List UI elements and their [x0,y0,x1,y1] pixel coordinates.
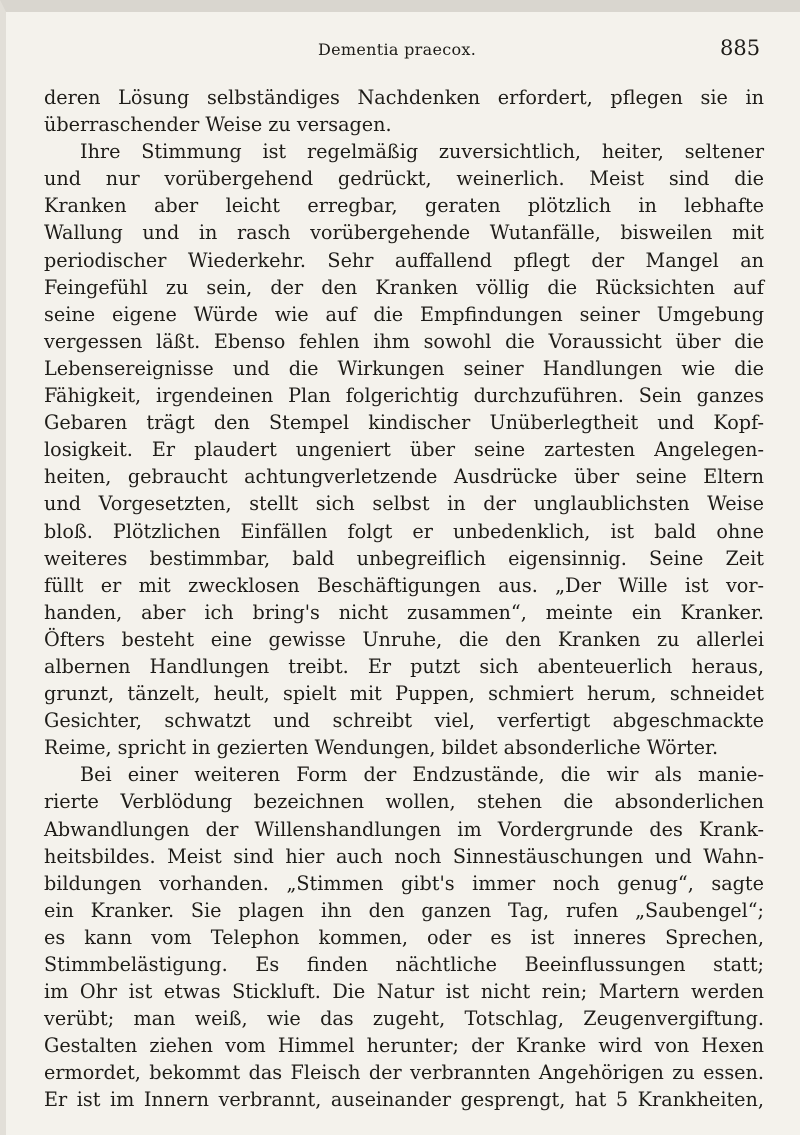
text-line: periodischer Wiederkehr. Sehr auffallend pflegt der Mangel an [44,248,764,272]
text-line: ein Kranker. Sie plagen ihn den ganzen Tag, rufen „Saubengel“; [44,898,764,922]
text-line: und Vorgesetzten, stellt sich selbst in der unglaublichsten Weise [44,492,764,516]
text-line: ermordet, bekommt das Fleisch der verbrannten Angehörigen zu essen. [44,1061,764,1085]
text-line: weiteres bestimmbar, bald unbegreiflich eigensinnig. Seine Zeit [44,546,764,570]
running-title: Dementia praecox. [318,40,477,59]
text-line: Ihre Stimmung ist regelmäßig zuversichtlich, heiter, seltener [80,140,764,164]
text-line: füllt er mit zwecklosen Beschäftigungen aus. „Der Wille ist vor- [44,573,764,597]
text-line: Stimmbelästigung. Es finden nächtliche Beeinflussungen statt; [44,953,764,976]
text-line: im Ohr ist etwas Stickluft. Die Natur ist nicht rein; Martern werden [44,980,764,1004]
text-line: Wallung und in rasch vorübergehende Wutanfälle, bisweilen mit [44,221,764,245]
text-line: überraschender Weise zu versagen. [44,113,392,137]
text-line: bloß. Plötzlichen Einfällen folgt er unbedenklich, ist bald ohne [44,519,764,543]
text-line: Gebaren trägt den Stempel kindischer Unüberlegtheit und Kopf- [44,411,764,435]
text-line: verübt; man weiß, wie das zugeht, Totschlag, Zeugenvergiftung. [44,1007,764,1031]
text-line: deren Lösung selbständiges Nachdenken erfordert, pflegen sie in [44,86,764,109]
body-text [44,84,764,1114]
text-line: Lebensereignisse und die Wirkungen seiner Handlungen wie die [44,356,764,380]
text-line: und nur vorübergehend gedrückt, weinerlich. Meist sind die [44,167,764,191]
text-line: Gestalten ziehen vom Himmel herunter; der Kranke wird von Hexen [44,1034,764,1058]
running-head [6,34,800,64]
text-line: vergessen läßt. Ebenso fehlen ihm sowohl die Voraussicht über die [44,329,764,353]
text-line: rierte Verblödung bezeichnen wollen, stehen die absonderlichen [44,790,764,814]
text-line: seine eigene Würde wie auf die Empfindungen seiner Umgebung [44,302,764,326]
text-line: handen, aber ich bring's nicht zusammen“, meinte ein Kranker. [44,600,764,624]
text-line: Fähigkeit, irgendeinen Plan folgerichtig durchzuführen. Sein ganzes [44,384,764,408]
text-line: Feingefühl zu sein, der den Kranken völlig die Rücksichten auf [44,275,764,299]
text-line: Öfters besteht eine gewisse Unruhe, die den Kranken zu allerlei [44,627,764,651]
text-line: Gesichter, schwatzt und schreibt viel, verfertigt abgeschmackte [44,709,764,733]
text-line: heiten, gebraucht achtungverletzende Ausdrücke über seine Eltern [44,465,764,489]
page-number: 885 [720,36,761,60]
text-line: es kann vom Telephon kommen, oder es ist inneres Sprechen, [44,925,764,949]
text-line: Abwandlungen der Willenshandlungen im Vordergrunde des Krank- [44,817,764,841]
text-line: Er ist im Innern verbrannt, auseinander gesprengt, hat 5 Krankheiten, [44,1088,764,1112]
text-line: bildungen vorhanden. „Stimmen gibt's immer noch genug“, sagte [44,871,764,895]
text-line: grunzt, tänzelt, heult, spielt mit Puppen, schmiert herum, schneidet [44,682,764,706]
text-line: Bei einer weiteren Form der Endzustände, die wir als manie- [80,763,764,787]
text-line: albernen Handlungen treibt. Er putzt sich abenteuerlich heraus, [44,654,764,678]
text-line: heitsbildes. Meist sind hier auch noch Sinnestäuschungen und Wahn- [44,844,764,868]
text-line: Reime, spricht in gezierten Wendungen, bildet absonderliche Wörter. [44,736,719,760]
text-line: losigkeit. Er plaudert ungeniert über seine zartesten Angelegen- [44,438,764,462]
text-line: Kranken aber leicht erregbar, geraten plötzlich in lebhafte [44,194,764,218]
